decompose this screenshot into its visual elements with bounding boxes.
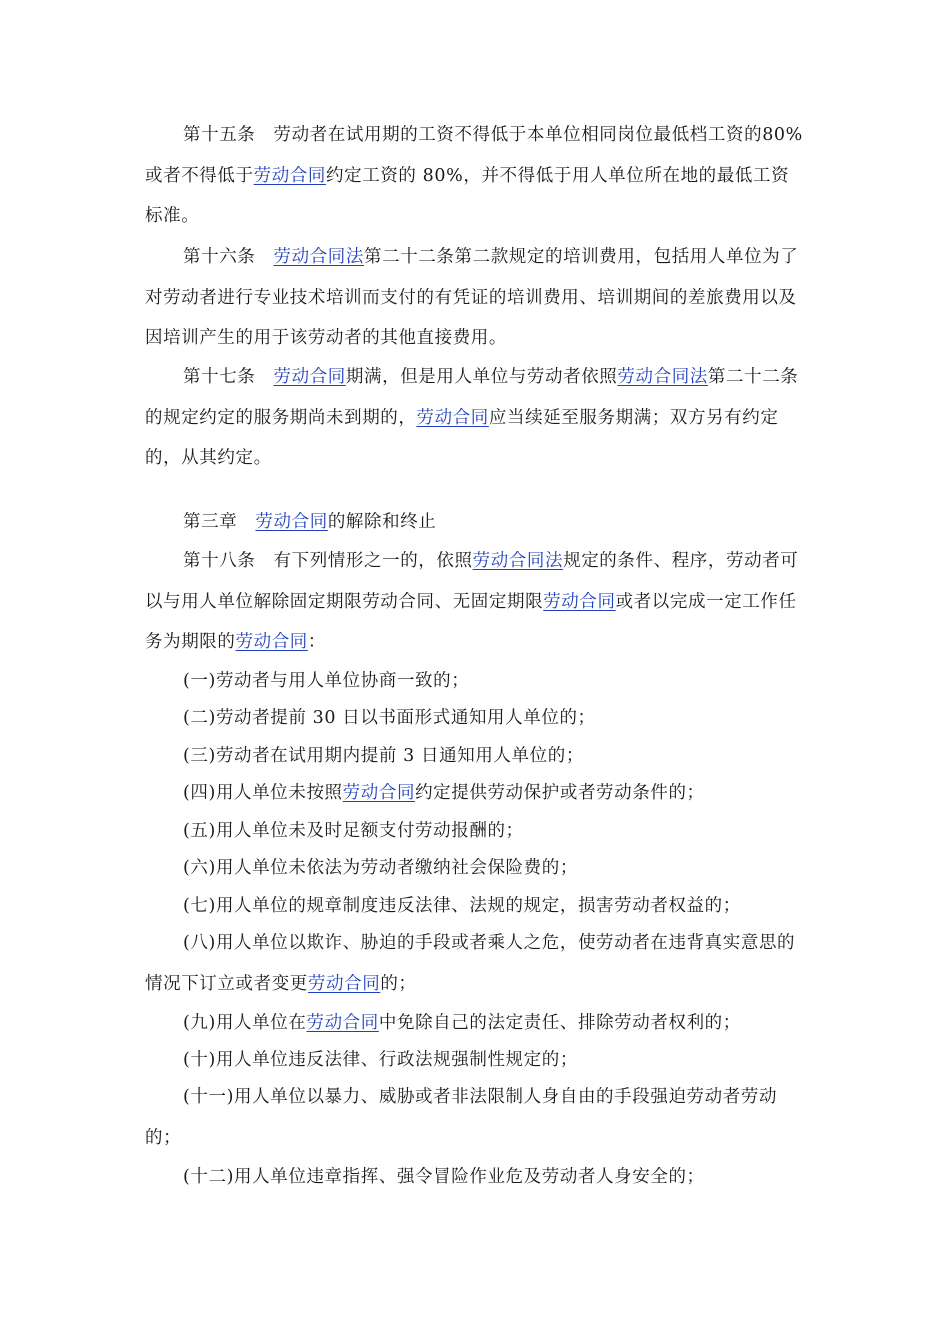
labor-contract-link[interactable]: 劳动合同 (235, 632, 308, 652)
labor-contract-link[interactable]: 劳动合同 (416, 407, 489, 428)
list-item-8-text-1: (八)用人单位以欺诈、胁迫的手段或者乘人之危，使劳动者在违背真实意思的情况下订立或者变更 (145, 933, 796, 994)
list-item-5: (五)用人单位未及时足额支付劳动报酬的； (183, 821, 524, 841)
article-18 (145, 541, 805, 663)
article-16 (145, 237, 805, 359)
list-item-8 (145, 923, 805, 1004)
article-17-text-2: 第二十二条的规定约定的服务期尚未到期的， (145, 367, 799, 428)
labor-contract-law-link[interactable]: 劳动合同法 (472, 551, 564, 571)
list-item-4-text-1: (四)用人单位未按照 (183, 783, 343, 803)
labor-contract-link[interactable]: 劳动合同 (253, 165, 327, 186)
list-item-4 (145, 773, 805, 814)
article-15 (145, 115, 805, 237)
list-item-10: (十)用人单位违反法律、行政法规强制性规定的； (183, 1050, 578, 1070)
list-item-1: (一)劳动者与用人单位协商一致的； (183, 671, 470, 691)
list-item-2: (二)劳动者提前 30 日以书面形式通知用人单位的； (183, 708, 596, 728)
list-item-6: (六)用人单位未依法为劳动者缴纳社会保险费的； (183, 858, 578, 878)
list-item-9-text-2: 中免除自己的法定责任、排除劳动者权利的； (378, 1013, 741, 1033)
list-item-3: (三)劳动者在试用期内提前 3 日通知用人单位的； (183, 746, 584, 766)
list-item-11: (十一)用人单位以暴力、威胁或者非法限制人身自由的手段强迫劳动者劳动的； (145, 1087, 778, 1148)
article-18-text-2: 规定的条件、程序，劳动者可以与用人单位解除固定期限劳动合同、无固定期限 (145, 551, 799, 612)
article-16-text: 第二十二条第二款规定的培训费用，包括用人单位为了对劳动者进行专业技术培训而支付的有凭证的培训费用、培训期间的差旅费用以及因培训产生的用于该劳动者的其他直接费用。 (145, 247, 799, 348)
article-17-heading: 第十七条 (183, 367, 274, 387)
chapter-3-text: 的解除和终止 (327, 512, 437, 532)
labor-contract-law-link[interactable]: 劳动合同法 (273, 247, 364, 267)
article-15-text-1: 第十五条 劳动者在试用期的工资不得低于本单位相同岗位最低档工资的80%或者不得低于 (145, 125, 803, 186)
list-item-9 (145, 1003, 805, 1044)
labor-contract-law-link[interactable]: 劳动合同法 (617, 367, 708, 387)
labor-contract-link[interactable]: 劳动合同 (273, 367, 346, 387)
article-15-text-2: 约定工资的 80%，并不得低于用人单位所在地的最低工资标准。 (145, 165, 790, 226)
chapter-3-title (145, 502, 805, 543)
article-17-text-1: 期满，但是用人单位与劳动者依照 (345, 367, 618, 387)
article-16-heading: 第十六条 (183, 247, 274, 267)
labor-contract-link[interactable]: 劳动合同 (306, 1013, 379, 1033)
list-item-8-text-2: 的； (380, 973, 417, 994)
labor-contract-link[interactable]: 劳动合同 (543, 591, 616, 612)
article-18-text-3: 或者以完成一定工作任务为期限的 (145, 591, 797, 652)
list-item-9-text-1: (九)用人单位在 (183, 1013, 307, 1033)
chapter-3-heading: 第三章 (183, 512, 256, 532)
article-18-text-4: ： (307, 632, 327, 652)
list-item-12: (十二)用人单位违章指挥、强令冒险作业危及劳动者人身安全的； (183, 1167, 705, 1187)
article-17-text-3: 应当续延至服务期满；双方另有约定的，从其约定。 (145, 407, 779, 468)
article-17 (145, 357, 805, 479)
list-item-7: (七)用人单位的规章制度违反法律、法规的规定，损害劳动者权益的； (183, 896, 741, 916)
labor-contract-link[interactable]: 劳动合同 (307, 973, 381, 994)
article-18-text-1: 第十八条 有下列情形之一的，依照 (183, 551, 473, 571)
list-item-4-text-2: 约定提供劳动保护或者劳动条件的； (415, 783, 705, 803)
labor-contract-link[interactable]: 劳动合同 (342, 783, 416, 803)
labor-contract-link[interactable]: 劳动合同 (255, 512, 328, 532)
